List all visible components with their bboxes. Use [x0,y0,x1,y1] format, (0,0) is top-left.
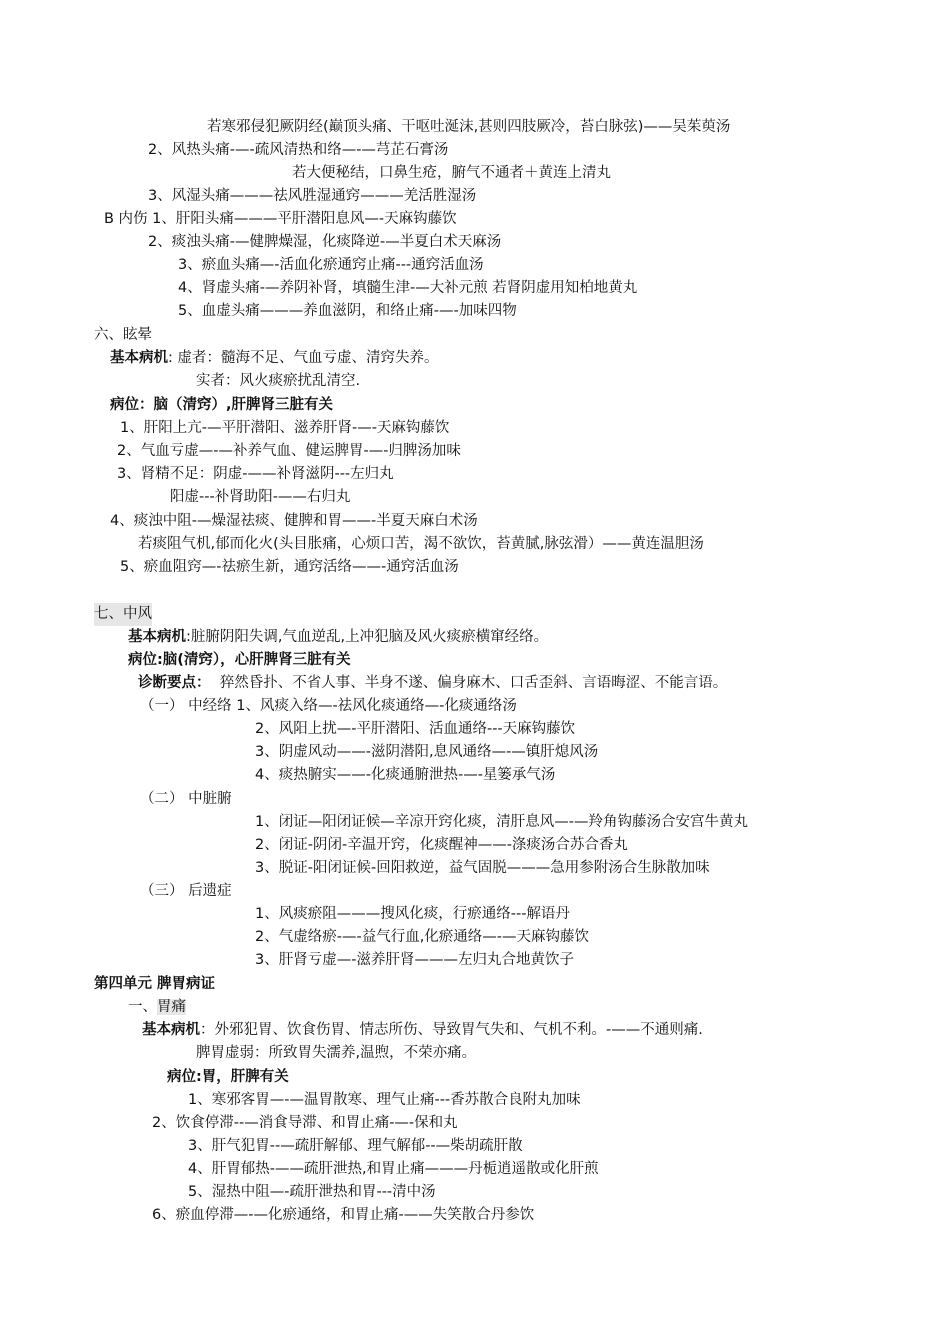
unit-heading: 第四单元 脾胃病证 [94,976,216,992]
group-line: （一） 中经络 1、风痰入络—-祛风化痰通络—-化痰通络汤 [140,698,517,714]
section-heading [128,996,186,1019]
headache-line: 3、瘀血头痛—-活血化瘀通窍止痛---通窍活血汤 [178,257,484,273]
diagnosis-line [138,672,727,695]
list-item: 1、闭证—阳闭证候—辛凉开窍化痰，清肝息风—-—羚角钩藤汤合安宫牛黄丸 [255,814,748,830]
pathogenesis-label: 基本病机 [110,350,168,366]
headache-line: 4、肾虚头痛-—养阴补肾，填髓生津-—大补元煎 若肾阴虚用知柏地黄丸 [178,280,638,296]
headache-line: 2、痰浊头痛-—健脾燥湿，化痰降逆-—半夏白术天麻汤 [148,234,502,250]
list-item: 5、湿热中阻—-疏肝泄热和胃---清中汤 [188,1184,436,1200]
pathogenesis-text: ：外邪犯胃、饮食伤胃、情志所伤、导致胃气失和、气机不利。-——不通则痛. [200,1022,703,1038]
pathogenesis-line: 实者：风火痰瘀扰乱清空. [196,373,361,389]
list-item: 4、痰浊中阻-—燥湿祛痰、健脾和胃——-半夏天麻白术汤 [110,513,478,529]
pathogenesis-text: :脏腑阴阳失调,气血逆乱,上冲犯脑及风火痰瘀横窜经络。 [186,629,549,645]
list-item: 1、肝阳上亢-—平肝潜阳、滋养肝肾-—-天麻钩藤饮 [120,420,450,436]
disease-site: 病位:脑(清窍），心肝脾肾三脏有关 [128,652,351,668]
headache-line: 3、风湿头痛———祛风胜湿通窍———羌活胜湿汤 [148,188,477,204]
section-name: 胃痛 [157,999,186,1015]
diagnosis-label: 诊断要点： [138,675,211,691]
list-item: 3、肝肾亏虚—-滋养肝肾———左归丸合地黄饮子 [255,952,574,968]
list-item: 3、肾精不足：阴虚-——补肾滋阴---左归丸 [117,466,394,482]
diagnosis-text: 猝然昏扑、不省人事、半身不遂、偏身麻木、口舌歪斜、言语晦涩、不能言语。 [219,675,728,691]
list-item: 2、风阳上扰—-平肝潜阳、活血通络---天麻钩藤饮 [255,721,576,737]
pathogenesis-label: 基本病机 [128,629,186,645]
headache-line: 若寒邪侵犯厥阴经(巅顶头痛、干呕吐涎沫,甚则四肢厥冷，苔白脉弦)——吴茱萸汤 [207,119,731,135]
list-item: 3、脱证-阳闭证候-回阳救逆，益气固脱———急用参附汤合生脉散加味 [255,860,710,876]
list-item: 3、肝气犯胃--—疏肝解郁、理气解郁--—柴胡疏肝散 [188,1138,523,1154]
pathogenesis-line [128,626,548,649]
list-item: 2、气虚络瘀-—-益气行血,化瘀通络—-—天麻钩藤饮 [255,929,590,945]
list-item: 1、寒邪客胃—-—温胃散寒、理气止痛---香苏散合良附丸加味 [188,1092,581,1108]
list-item: 6、瘀血停滞—-—化瘀通络，和胃止痛-——失笑散合丹参饮 [152,1207,535,1223]
list-item: 3、阴虚风动——-滋阴潜阳,息风通络—-—镇肝熄风汤 [255,744,599,760]
pathogenesis-line [110,347,439,370]
pathogenesis-line [142,1019,703,1042]
list-item: 4、痰热腑实——-化痰通腑泄热-—-星篓承气汤 [255,767,556,783]
headache-line: 若大便秘结，口鼻生疮，腑气不通者＋黄连上清丸 [292,165,611,181]
disease-site: 病位:胃，肝脾有关 [167,1069,289,1085]
list-item: 2、饮食停滞--—消食导滞、和胃止痛-—-保和丸 [152,1115,458,1131]
pathogenesis-line: 脾胃虚弱：所致胃失濡养,温煦，不荣亦痛。 [196,1045,477,1061]
headache-line: 5、血虚头痛———养血滋阴，和络止痛-—-加味四物 [178,303,517,319]
list-item: 2、气血亏虚—-—补养气血、健运脾胃-—-归脾汤加味 [117,443,461,459]
list-item: 5、瘀血阻窍—-祛瘀生新，通窍活络——-通窍活血汤 [120,559,459,575]
group-line: （三） 后遗症 [140,883,232,899]
list-item: 阳虚---补肾助阳-——右归丸 [170,489,351,505]
group-line: （二） 中脏腑 [140,791,232,807]
list-item: 2、闭证-阴闭-辛温开窍，化痰醒神——-涤痰汤合苏合香丸 [255,837,628,853]
section-heading: 六、眩晕 [94,327,152,343]
headache-line: B 内伤 1、肝阳头痛———平肝潜阳息风—-天麻钩藤饮 [104,211,457,227]
pathogenesis-label: 基本病机 [142,1022,200,1038]
pathogenesis-text: : 虚者：髓海不足、气血亏虚、清窍失养。 [168,350,439,366]
section-heading: 七、中风 [94,603,152,626]
list-item: 4、肝胃郁热-——疏肝泄热,和胃止痛———丹栀逍遥散或化肝煎 [188,1161,599,1177]
list-item: 若痰阻气机,郁而化火(头目胀痛，心烦口苦，渴不欲饮，苔黄腻,脉弦滑）——黄连温胆汤 [138,536,704,552]
headache-line: 2、风热头痛-—-疏风清热和络—-—芎芷石膏汤 [148,142,449,158]
list-item: 1、风痰瘀阻———搜风化痰，行瘀通络---解语丹 [255,906,570,922]
section-number: 一、 [128,999,157,1015]
disease-site: 病位：脑（清窍）,肝脾肾三脏有关 [110,397,334,413]
